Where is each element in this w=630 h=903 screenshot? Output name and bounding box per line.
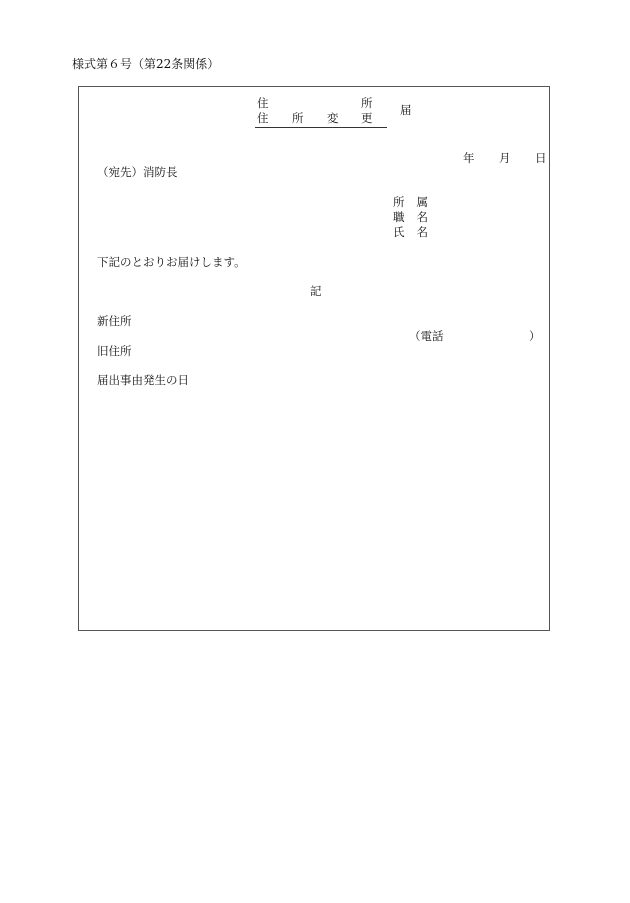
- form-title-lower: [255, 113, 395, 127]
- form-number: 様式第６号（第22条関係）: [72, 57, 220, 71]
- form-title-upper: [255, 98, 395, 110]
- form-title-suffix: 届: [400, 103, 412, 117]
- title-char: 住: [257, 96, 269, 110]
- title-char: 変: [327, 111, 339, 125]
- phone-close-paren: ）: [529, 329, 541, 343]
- date-day: 日: [535, 151, 547, 165]
- ki-heading: 記: [310, 284, 322, 298]
- occurrence-date-label: 届出事由発生の日: [97, 373, 189, 387]
- phone-label: （電話: [409, 329, 444, 343]
- title-char: 所: [361, 96, 373, 110]
- title-char: 所: [292, 111, 304, 125]
- position-label: 職 名: [393, 210, 428, 224]
- addressee: （宛先）消防長: [97, 165, 178, 179]
- statement-text: 下記のとおりお届けします。: [97, 255, 246, 269]
- title-char: 更: [361, 111, 373, 125]
- title-underline: [255, 127, 387, 128]
- date-month: 月: [499, 151, 511, 165]
- form-frame: [78, 86, 550, 631]
- date-year: 年: [463, 151, 475, 165]
- name-label: 氏 名: [393, 225, 428, 239]
- date-line: [463, 151, 547, 165]
- affiliation-label: 所 属: [393, 195, 428, 209]
- old-address-label: 旧住所: [97, 344, 132, 358]
- new-address-label: 新住所: [97, 314, 132, 328]
- title-char: 住: [257, 111, 269, 125]
